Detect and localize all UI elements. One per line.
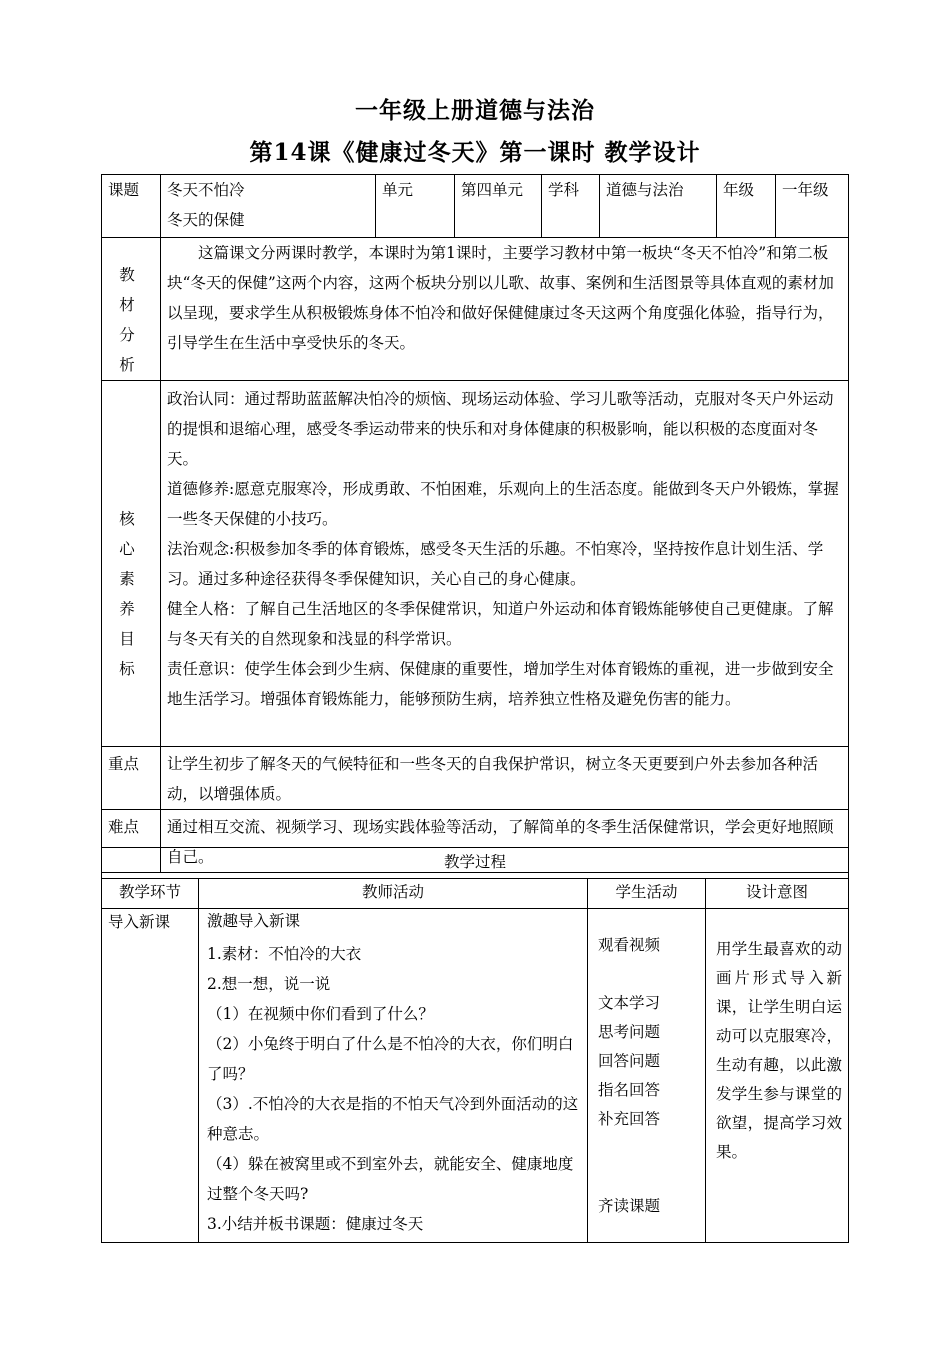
core-label-line3: 目 标 xyxy=(119,630,145,678)
student-item: 补充回答 xyxy=(598,1110,661,1128)
goal-law: 法治观念:积极参加冬季的体育锻炼，感受冬天生活的乐趣。不怕寒冷，坚持按作息计划生活、学习。通过多种途径获得冬季保健知识，关心自己的身心健康。 xyxy=(167,540,824,588)
teacher-line: 1.素材：不怕冷的大衣 xyxy=(207,945,362,963)
material-analysis-row xyxy=(102,238,849,381)
material-analysis-label xyxy=(102,238,161,381)
teaching-process-table xyxy=(101,847,849,1243)
difficulty-label: 难点 xyxy=(102,810,161,873)
student-activity xyxy=(588,909,706,1243)
teacher-line: （1）在视频中你们看到了什么？ xyxy=(207,1005,434,1023)
teacher-line: 2.想一想，说一说 xyxy=(207,975,331,993)
header-student: 学生活动 xyxy=(588,879,706,909)
student-item: 思考问题 xyxy=(598,1023,661,1041)
core-goals-label xyxy=(102,381,161,747)
key-point-text: 让学生初步了解冬天的气候特征和一些冬天的自我保护常识，树立冬天更要到户外去参加各种活动，以增强体质。 xyxy=(161,747,849,810)
teacher-line: （2）小兔终于明白了什么是不怕冷的大衣，你们明白了吗？ xyxy=(207,1035,574,1083)
goal-responsibility: 责任意识：使学生体会到少生病、保健康的重要性，增加学生对体育锻炼的重视，进一步做到安全地生活学习。增强体育锻炼能力，能够预防生病，培养独立性格及避免伤害的能力。 xyxy=(167,660,834,708)
teacher-line: （3）.不怕冷的大衣是指的不怕天气冷到外面活动的这种意志。 xyxy=(207,1095,579,1143)
core-goals-text xyxy=(161,381,849,747)
material-analysis-text: 这篇课文分两课时教学，本课时为第1课时，主要学习教材中第一板块“冬天不怕冷”和第二板块“冬天的保健”这两个内容，这两个板块分别以儿歌、故事、案例和生活图景等具体直观的素材加以呈现，要求学生从积极锻炼身体不怕冷和做好保健健康过冬天这两个角度强化体验，指导行为，引导学生在生活中享受快乐的冬天。 xyxy=(161,238,849,381)
header-stage: 教学环节 xyxy=(102,879,199,909)
document-title: 一年级上册道德与法治 xyxy=(355,97,595,124)
goal-personality: 健全人格：了解自己生活地区的冬季保健常识，知道户外运动和体育锻炼能够使自己更健康。了解与冬天有关的自然现象和浅显的科学常识。 xyxy=(167,600,834,648)
core-label-line2: 素 养 xyxy=(119,570,145,618)
topic-value-1: 冬天不怕冷 xyxy=(167,181,245,199)
student-item: 齐读课题 xyxy=(598,1197,661,1215)
process-title-row xyxy=(102,848,849,879)
design-intent: 用学生最喜欢的动画片形式导入新课，让学生明白运动可以克服寒冷，生动有趣，以此激发学生参与课堂的欲望，提高学习效果。 xyxy=(706,909,849,1243)
grade-label: 年级 xyxy=(717,175,776,238)
key-point-label: 重点 xyxy=(102,747,161,810)
teacher-heading: 激趣导入新课 xyxy=(207,912,301,930)
student-item: 回答问题 xyxy=(598,1052,661,1070)
goal-political: 政治认同：通过帮助蓝蓝解决怕冷的烦恼、现场运动体验、学习儿歌等活动，克服对冬天户外运动的提惧和退缩心理，感受冬季运动带来的快乐和对身体健康的积极影响，能以积极的态度面对冬天。 xyxy=(167,390,834,468)
material-label-line2: 分 析 xyxy=(119,326,145,374)
core-label-line1: 核 心 xyxy=(119,510,145,558)
student-item: 观看视频 xyxy=(598,936,661,954)
stage-name: 导入新课 xyxy=(102,909,199,1243)
grade-value: 一年级 xyxy=(776,175,849,238)
difficulty-text: 通过相互交流、视频学习、现场实践体验等活动，了解简单的冬季生活保健常识，学会更好地照顾自己。 xyxy=(161,810,849,873)
teacher-activity xyxy=(199,909,588,1243)
student-item: 指名回答 xyxy=(598,1081,661,1099)
subject-label: 学科 xyxy=(542,175,600,238)
topic-value xyxy=(161,175,376,238)
info-row xyxy=(102,175,849,238)
topic-value-2: 冬天的保健 xyxy=(167,211,245,229)
goal-moral: 道德修养:愿意克服寒冷，形成勇敢、不怕困难，乐观向上的生活态度。能做到冬天户外锻炼，掌握一些冬天保健的小技巧。 xyxy=(167,480,839,528)
core-goals-row xyxy=(102,381,849,747)
unit-value: 第四单元 xyxy=(455,175,542,238)
key-point-row xyxy=(102,747,849,810)
lesson-title: 第14课《健康过冬天》第一课时 教学设计 xyxy=(249,139,701,166)
student-item: 文本学习 xyxy=(598,994,661,1012)
lesson-info-table xyxy=(101,174,849,873)
teacher-line: 3.小结并板书课题：健康过冬天 xyxy=(207,1215,424,1233)
process-intro-row xyxy=(102,909,849,1243)
topic-label: 课题 xyxy=(102,175,161,238)
header-intent: 设计意图 xyxy=(706,879,849,909)
material-label-line1: 教 材 xyxy=(119,266,145,314)
unit-label: 单元 xyxy=(376,175,455,238)
process-title: 教学过程 xyxy=(102,848,849,879)
header-teacher: 教师活动 xyxy=(199,879,588,909)
teacher-line: （4）躲在被窝里或不到室外去，就能安全、健康地度过整个冬天吗? xyxy=(207,1155,574,1203)
process-header-row xyxy=(102,879,849,909)
subject-value: 道德与法治 xyxy=(600,175,717,238)
